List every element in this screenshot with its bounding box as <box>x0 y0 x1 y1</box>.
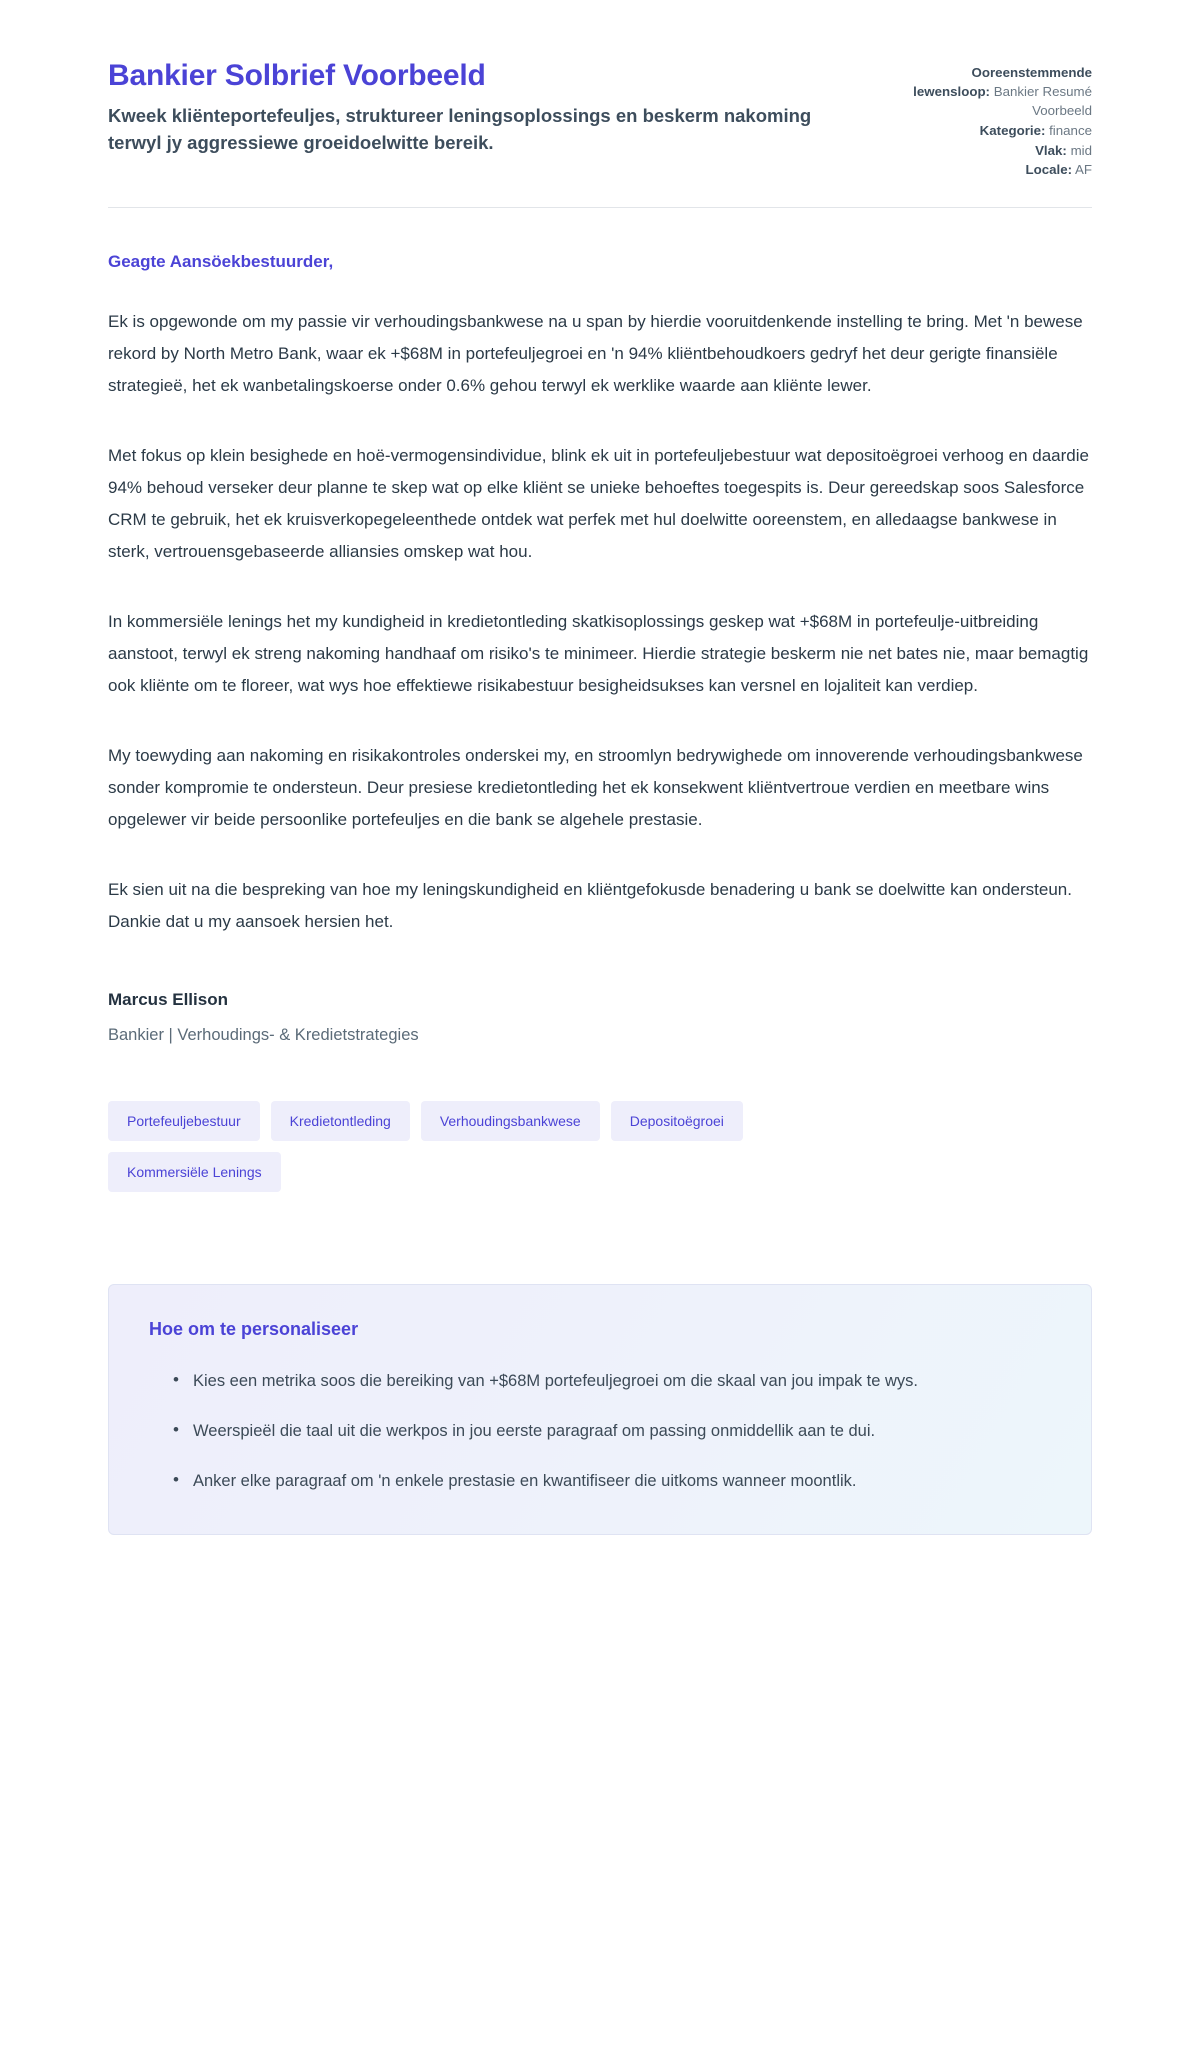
tag-item[interactable]: Depositoëgroei <box>611 1101 743 1141</box>
meta-value-level: mid <box>1070 142 1092 158</box>
letter-paragraph-4: My toewyding aan nakoming en risikakontroles onderskei my, en stroomlyn bedrywighede om innoverende verhoudingsbankwese sonder kompromie te ondersteun. Deur presiese kredietontleding het ek konsekwent kliëntvertroue verdien en meetbare wins opgelewer vir beide persoonlike portefeuljes en die bank se algehele prestasie. <box>108 745 1083 829</box>
header-text-block <box>108 58 838 156</box>
callout-title: Hoe om te personaliseer <box>149 1318 359 1339</box>
letter-salutation: Geagte Aansöekbestuurder, <box>108 252 334 272</box>
tag-item[interactable]: Verhoudingsbankwese <box>421 1101 600 1141</box>
meta-label-locale: Locale: <box>1025 162 1073 178</box>
personalization-callout <box>108 1284 1092 1535</box>
document-header <box>108 0 1092 181</box>
letter-paragraph-2: Met fokus op klein besighede en hoë-vermogensindividue, blink ek uit in portefeuljebestuur wat depositoëgroei verhoog en daardie 94% behoud verseker deur planne te skep wat op elke kliënt se unieke behoeftes toegespits is. Deur gereedskap soos Salesforce CRM te gebruik, het ek kruisverkopegeleenthede ontdek wat perfek met hul doelwitte ooreenstem, en alledaagse bankwese in sterk, vertrouensgebaseerde alliansies omskep wat hou. <box>108 446 1089 561</box>
meta-row-matching-resume <box>892 64 1092 121</box>
signature-name: Marcus Ellison <box>108 989 228 1009</box>
tag-item[interactable]: Kredietontleding <box>271 1101 410 1141</box>
callout-list <box>149 1366 1051 1496</box>
letter-paragraph-5: Ek sien uit na die bespreking van hoe my leningskundigheid en kliëntgefokusde benadering u bank se doelwitte kan ondersteun. Dankie dat u my aansoek hersien het. <box>108 879 1072 931</box>
meta-row-locale <box>892 161 1092 180</box>
meta-label-category: Kategorie: <box>979 122 1046 138</box>
letter-paragraph-1: Ek is opgewonde om my passie vir verhoudingsbankwese na u span by hierdie vooruitdenkende instelling te bring. Met 'n bewese rekord by North Metro Bank, waar ek +$68M in portefeuljegroei en 'n 94% kliëntbehoudkoers gedryf het deur gerigte finansiële strategieë, het ek wanbetalingskoerse onder 0.6% gehou terwyl ek werklike waarde aan kliënte lewer. <box>108 312 1083 396</box>
meta-value-locale: AF <box>1075 162 1092 178</box>
page-title: Bankier Solbrief Voorbeeld <box>108 59 486 92</box>
signature-role: Bankier | Verhoudings- & Kredietstrategies <box>108 1025 419 1044</box>
tag-list <box>108 1101 908 1192</box>
meta-label-matching-resume: Ooreenstemmende lewensloop: <box>913 65 1092 99</box>
tag-item[interactable]: Portefeuljebestuur <box>108 1101 260 1141</box>
meta-row-level <box>892 142 1092 161</box>
meta-value-matching-resume: Bankier Resumé Voorbeeld <box>993 83 1092 118</box>
page-subtitle: Kweek kliënteportefeuljes, struktureer leningsoplossings en beskerm nakoming terwyl jy aggressiewe groeidoelwitte bereik. <box>108 105 812 153</box>
letter-paragraph-3: In kommersiële lenings het my kundigheid in kredietontleding skatkisoplossings geskep wat +$68M in portefeulje-uitbreiding aanstoot, terwyl ek streng nakoming handhaaf om risiko's te minimeer. Hierdie strategie beskerm nie net bates nie, maar bemagtig ook kliënte om te floreer, wat wys hoe effektiewe risikabestuur besigheidsukses kan versnel en lojaliteit kan verdiep. <box>108 611 1089 695</box>
tag-item[interactable]: Kommersiële Lenings <box>108 1152 281 1192</box>
meta-label-level: Vlak: <box>1035 142 1067 158</box>
list-item: • Anker elke paragraaf om 'n enkele prestasie en kwantifiseer die uitkoms wanneer moontlik. <box>173 1466 1051 1496</box>
list-item: • Kies een metrika soos die bereiking van +$68M portefeuljegroei om die skaal van jou impak te wys. <box>173 1366 1051 1396</box>
signature-block <box>108 990 1092 1045</box>
meta-value-category: finance <box>1049 122 1092 138</box>
cover-letter-body <box>108 208 1092 1044</box>
list-item: • Weerspieël die taal uit die werkpos in jou eerste paragraaf om passing onmiddellik aan te dui. <box>173 1416 1051 1446</box>
header-metadata <box>892 58 1092 181</box>
meta-row-category <box>892 122 1092 141</box>
